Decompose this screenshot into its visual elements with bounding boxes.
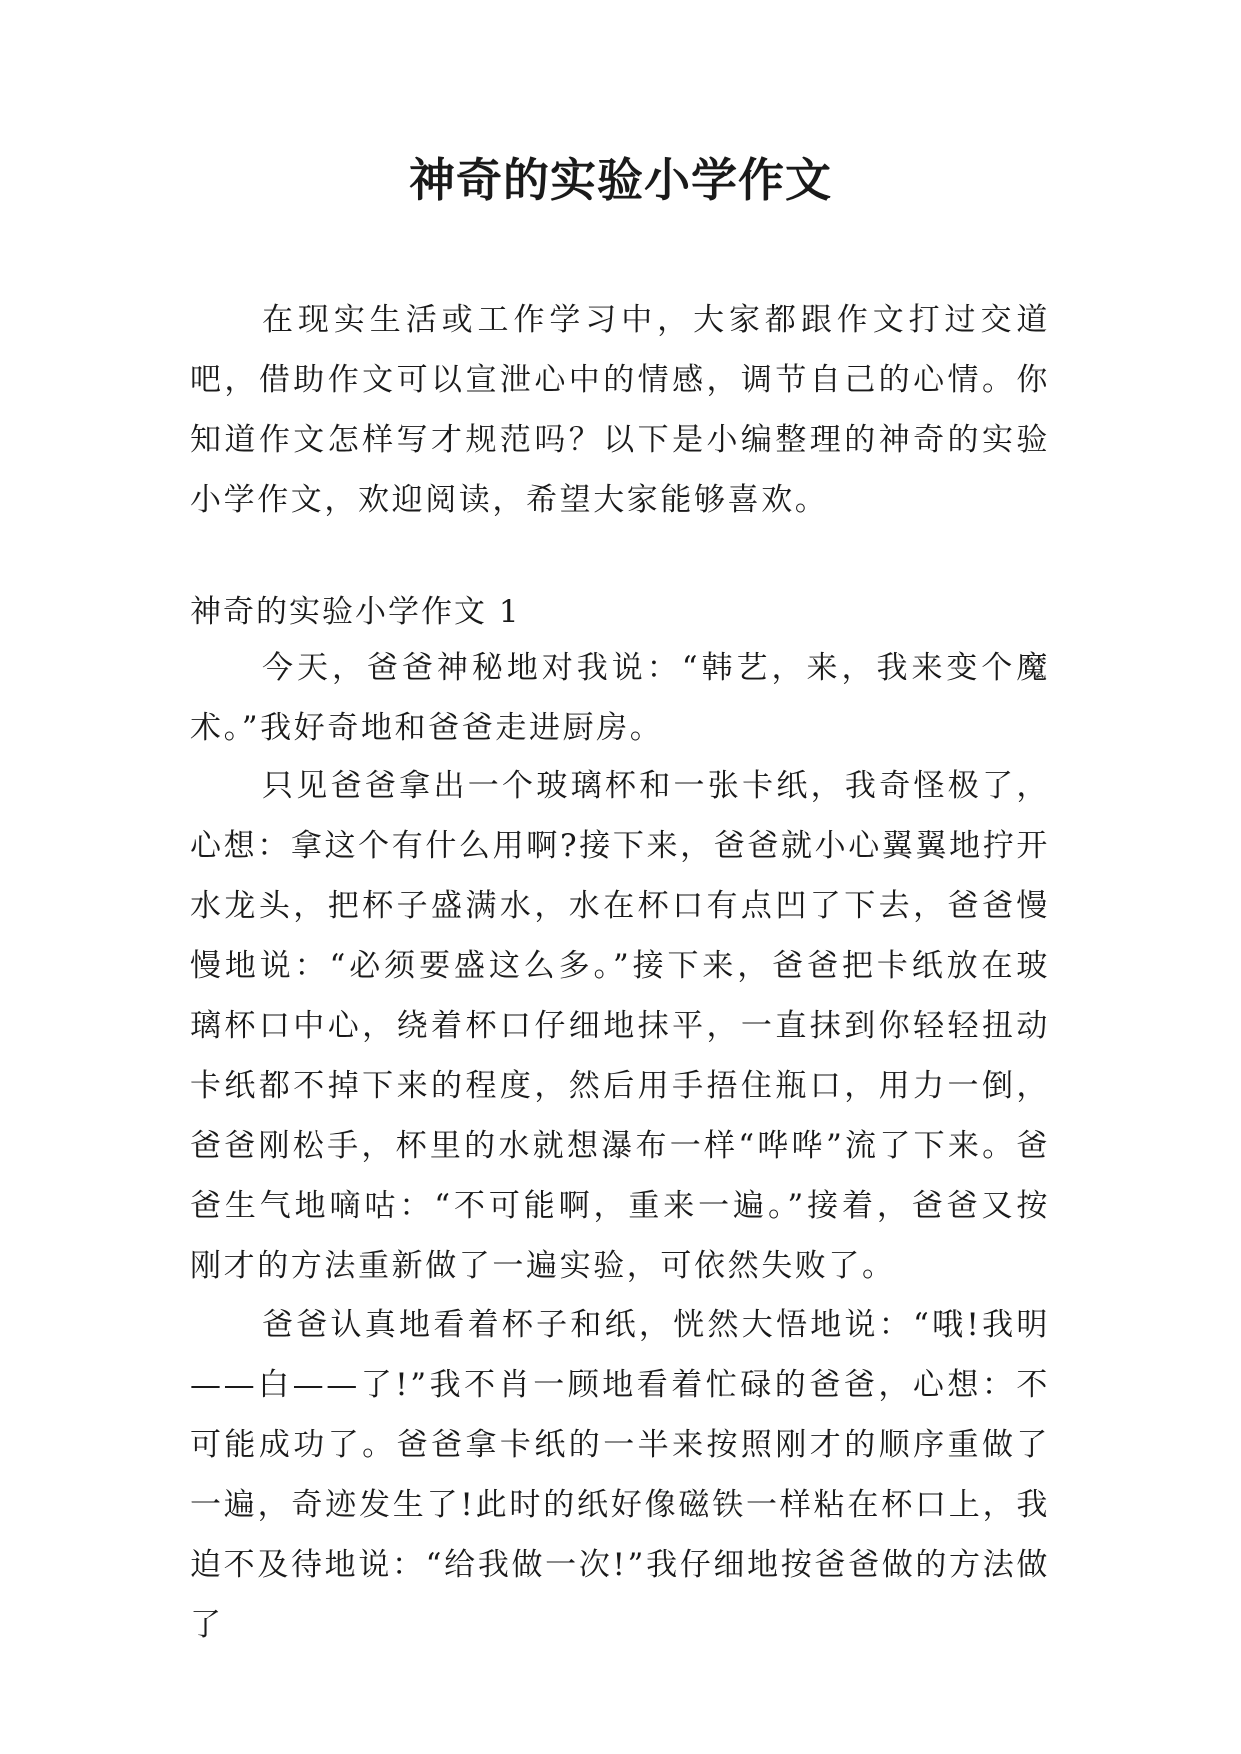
- paragraph-1: 今天，爸爸神秘地对我说：“韩艺，来，我来变个魔术。”我好奇地和爸爸走进厨房。: [190, 650, 1050, 746]
- document-title: 神奇的实验小学作文: [409, 153, 832, 207]
- paragraph-2: 只见爸爸拿出一个玻璃杯和一张卡纸，我奇怪极了，心想：拿这个有什么用啊?接下来，爸爸就小心翼翼地拧开水龙头，把杯子盛满水，水在杯口有点凹了下去，爸爸慢慢地说：“必须要盛这么多。”接下来，爸爸把卡纸放在玻璃杯口中心，绕着杯口仔细地抹平，一直抹到你轻轻扭动卡纸都不掉下来的程度，然后用手捂住瓶口，用力一倒，爸爸刚松手，杯里的水就想瀑布一样“哗哗”流了下来。爸爸生气地嘀咕：“不可能啊，重来一遍。”接着，爸爸又按刚才的方法重新做了一遍实验，可依然失败了。: [190, 768, 1050, 1284]
- section-heading: 神奇的实验小学作文 1: [190, 594, 521, 630]
- intro-paragraph: 在现实生活或工作学习中，大家都跟作文打过交道吧，借助作文可以宣泄心中的情感，调节自己的心情。你知道作文怎样写才规范吗？以下是小编整理的神奇的实验小学作文，欢迎阅读，希望大家能够喜欢。: [190, 302, 1050, 518]
- paragraph-3: 爸爸认真地看着杯子和纸，恍然大悟地说：“哦!我明——白——了!”我不肖一顾地看着忙碌的爸爸，心想：不可能成功了。爸爸拿卡纸的一半来按照刚才的顺序重做了一遍，奇迹发生了!此时的纸好像磁铁一样粘在杯口上，我迫不及待地说：“给我做一次!”我仔细地按爸爸做的方法做了: [190, 1307, 1050, 1643]
